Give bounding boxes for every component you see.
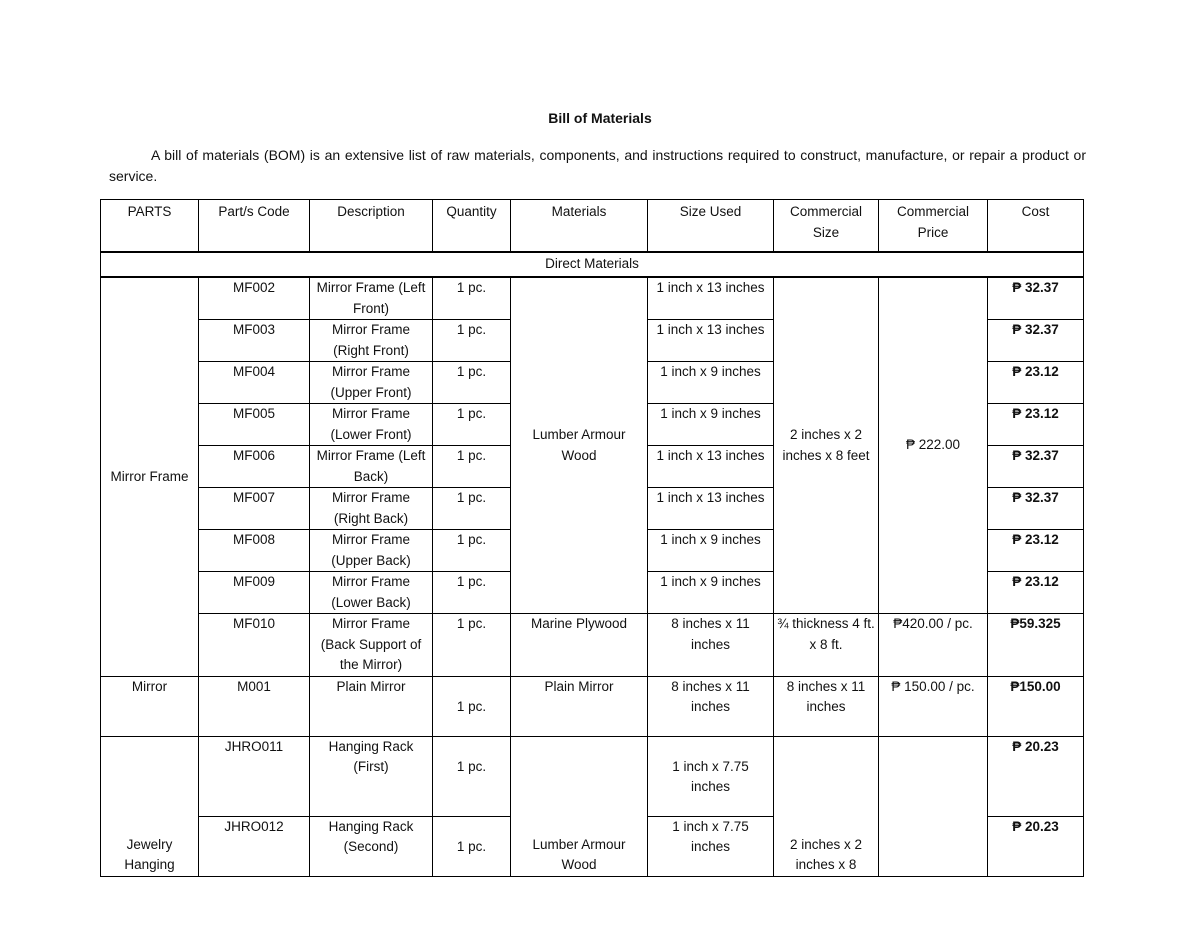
part-quantity: 1 pc. (433, 530, 511, 572)
part-code: MF006 (199, 446, 310, 488)
part-quantity: 1 pc. (433, 277, 511, 320)
part-code: M001 (199, 676, 310, 736)
commercial-size-lumber: 2 inches x 2 inches x 8 feet (774, 277, 879, 614)
section-label: Direct Materials (101, 252, 1084, 277)
commercial-price-plywood: ₱420.00 / pc. (879, 614, 988, 677)
group-jewelry: Jewelry Hanging (101, 736, 199, 876)
part-description: Mirror Frame (Lower Back) (310, 572, 433, 614)
part-description: Mirror Frame (Upper Front) (310, 362, 433, 404)
commercial-size-mirror: 8 inches x 11 inches (774, 676, 879, 736)
part-description: Mirror Frame (Right Front) (310, 320, 433, 362)
part-code: JHRO011 (199, 736, 310, 816)
size-used: 1 inch x 7.75 inches (648, 736, 774, 816)
part-cost: ₱ 23.12 (988, 404, 1084, 446)
header-cell: Cost (988, 200, 1084, 253)
intro-paragraph: A bill of materials (BOM) is an extensive list of raw materials, components, and instructions required to construct, manufacture, or repair a product or service. (109, 147, 1086, 184)
commercial-size-plywood: ¾ thickness 4 ft. x 8 ft. (774, 614, 879, 677)
part-code: MF003 (199, 320, 310, 362)
material-plain-mirror: Plain Mirror (511, 676, 648, 736)
header-cell: Commercial Size (774, 200, 879, 253)
part-quantity: 1 pc. (433, 816, 511, 876)
size-used: 1 inch x 13 inches (648, 446, 774, 488)
table-header-row (101, 200, 1084, 253)
part-code: MF008 (199, 530, 310, 572)
part-quantity: 1 pc. (433, 572, 511, 614)
material-lumber-2: Lumber Armour Wood (511, 736, 648, 876)
table-row (101, 736, 1084, 816)
size-used: 1 inch x 9 inches (648, 404, 774, 446)
part-cost: ₱ 23.12 (988, 362, 1084, 404)
part-cost: ₱150.00 (988, 676, 1084, 736)
header-cell: Description (310, 200, 433, 253)
table-row (101, 277, 1084, 320)
group-mirror: Mirror (101, 676, 199, 736)
section-row (101, 252, 1084, 277)
part-description: Hanging Rack (First) (310, 736, 433, 816)
part-quantity: 1 pc. (433, 362, 511, 404)
part-quantity: 1 pc. (433, 404, 511, 446)
size-used: 1 inch x 9 inches (648, 362, 774, 404)
part-description: Mirror Frame (Back Support of the Mirror) (310, 614, 433, 677)
size-used: 1 inch x 7.75 inches (648, 816, 774, 876)
size-used: 1 inch x 9 inches (648, 572, 774, 614)
part-description: Hanging Rack (Second) (310, 816, 433, 876)
part-code: MF004 (199, 362, 310, 404)
header-cell: Quantity (433, 200, 511, 253)
part-code: MF010 (199, 614, 310, 677)
material-lumber: Lumber Armour Wood (511, 277, 648, 614)
part-description: Mirror Frame (Left Back) (310, 446, 433, 488)
part-description: Mirror Frame (Lower Front) (310, 404, 433, 446)
header-cell: Part/s Code (199, 200, 310, 253)
size-used: 8 inches x 11 inches (648, 676, 774, 736)
group-mirror-frame: Mirror Frame (101, 277, 199, 676)
part-code: MF009 (199, 572, 310, 614)
part-quantity: 1 pc. (433, 446, 511, 488)
part-cost: ₱ 23.12 (988, 572, 1084, 614)
part-quantity: 1 pc. (433, 676, 511, 736)
size-used: 8 inches x 11 inches (648, 614, 774, 677)
material-plywood: Marine Plywood (511, 614, 648, 677)
part-quantity: 1 pc. (433, 320, 511, 362)
size-used: 1 inch x 13 inches (648, 277, 774, 320)
commercial-price-lumber: ₱ 222.00 (879, 277, 988, 614)
part-description: Mirror Frame (Left Front) (310, 277, 433, 320)
header-cell: Commercial Price (879, 200, 988, 253)
part-cost: ₱59.325 (988, 614, 1084, 677)
part-cost: ₱ 32.37 (988, 277, 1084, 320)
header-cell: PARTS (101, 200, 199, 253)
part-cost: ₱ 23.12 (988, 530, 1084, 572)
commercial-size-lumber-2: 2 inches x 2 inches x 8 (774, 736, 879, 876)
part-cost: ₱ 32.37 (988, 446, 1084, 488)
header-cell: Size Used (648, 200, 774, 253)
table-row (101, 676, 1084, 736)
part-code: JHRO012 (199, 816, 310, 876)
part-code: MF002 (199, 277, 310, 320)
part-cost: ₱ 32.37 (988, 488, 1084, 530)
part-code: MF007 (199, 488, 310, 530)
part-quantity: 1 pc. (433, 736, 511, 816)
part-description: Mirror Frame (Upper Back) (310, 530, 433, 572)
part-quantity: 1 pc. (433, 488, 511, 530)
commercial-price-mirror: ₱ 150.00 / pc. (879, 676, 988, 736)
bom-table (100, 199, 1084, 877)
part-cost: ₱ 32.37 (988, 320, 1084, 362)
header-cell: Materials (511, 200, 648, 253)
part-code: MF005 (199, 404, 310, 446)
part-cost: ₱ 20.23 (988, 816, 1084, 876)
part-description: Plain Mirror (310, 676, 433, 736)
table-row (101, 614, 1084, 677)
commercial-price-empty (879, 736, 988, 876)
part-description: Mirror Frame (Right Back) (310, 488, 433, 530)
size-used: 1 inch x 13 inches (648, 320, 774, 362)
part-cost: ₱ 20.23 (988, 736, 1084, 816)
document-title: Bill of Materials (548, 110, 652, 126)
part-quantity: 1 pc. (433, 614, 511, 677)
size-used: 1 inch x 9 inches (648, 530, 774, 572)
size-used: 1 inch x 13 inches (648, 488, 774, 530)
